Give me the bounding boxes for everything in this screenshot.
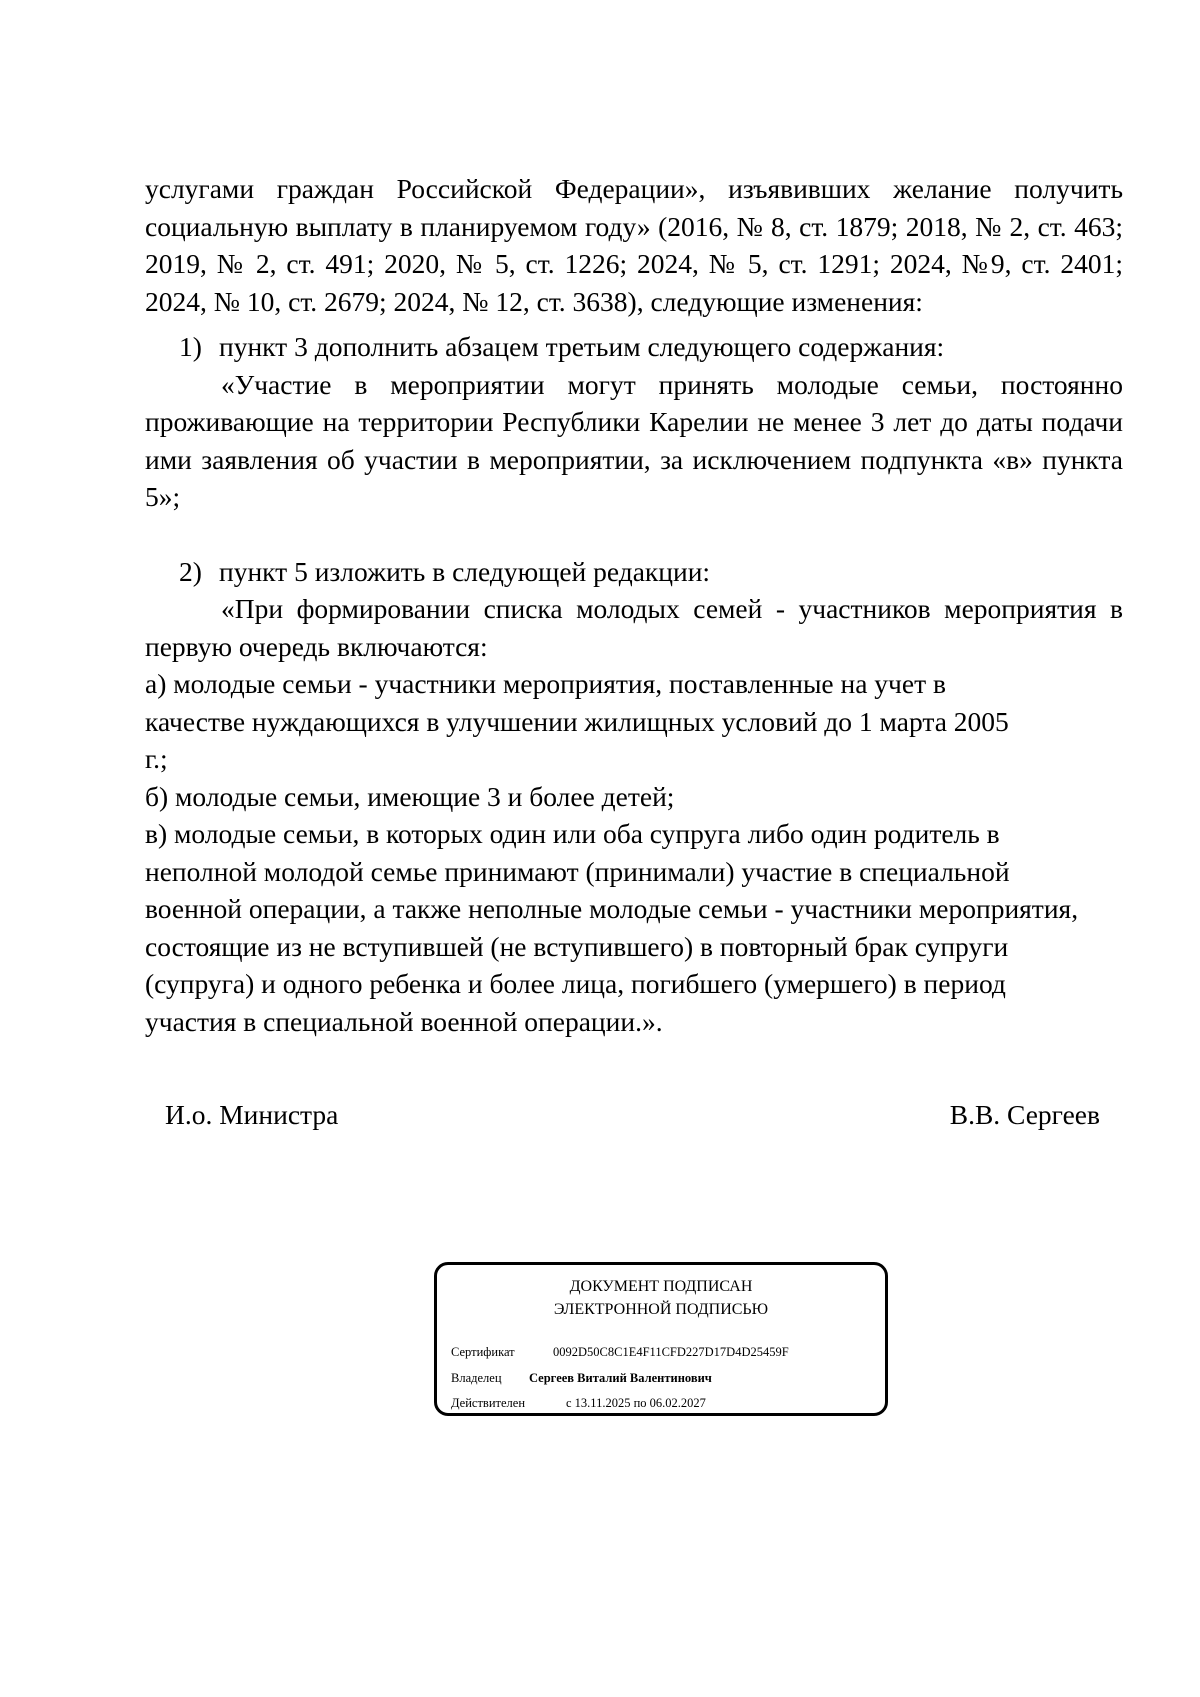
stamp-owner-label: Владелец	[451, 1371, 502, 1385]
item-1	[145, 328, 1123, 366]
stamp-title-line-2: ЭЛЕКТРОННОЙ ПОДПИСЬЮ	[553, 1301, 769, 1318]
signatory-position: И.о. Министра	[165, 1099, 339, 1130]
item-1-text: пункт 3 дополнить абзацем третьим следующего содержания:	[219, 331, 945, 362]
signatory-name: В.В. Сергеев	[949, 1099, 1100, 1130]
item-2-number: 2)	[179, 555, 202, 587]
item-1-number: 1)	[179, 331, 202, 362]
subitem-a: а) молодые семьи - участники мероприятия, поставленные на учет в качестве нуждающихся в улучшении жилищных условий до 1 марта 2005 г.;	[145, 668, 1009, 774]
item-2-text: пункт 5 изложить в следующей редакции:	[219, 555, 711, 587]
stamp-certificate-row	[451, 1345, 789, 1360]
electronic-signature-stamp	[434, 1262, 888, 1416]
intro-paragraph: услугами граждан Российской Федерации», изъявивших желание получить социальную выплату в планируемом году» (2016, № 8, ст. 1879; 2018, № 2, ст. 463; 2019, № 2, ст. 491; 2020, № 5, ст. 1226; 2024, № 5, ст. 1291; 2024, №9, ст. 2401; 2024, № 10, ст. 2679; 2024, № 12, ст. 3638), следующие изменения:	[145, 173, 1123, 317]
stamp-title	[437, 1275, 885, 1321]
stamp-validity-label: Действителен	[451, 1396, 526, 1410]
stamp-certificate-value: 0092D50C8C1E4F11CFD227D17D4D25459F	[553, 1345, 789, 1359]
stamp-owner-value: Сергеев Виталий Валентинович	[529, 1371, 712, 1385]
stamp-certificate-label: Сертификат	[451, 1345, 515, 1359]
subitem-c: в) молодые семьи, в которых один или оба супруга либо один родитель в неполной молодой семье принимают (принимали) участие в специальной военной операции, а также неполные молодые семьи - участники мероприятия, состоящие из не вступившей (не вступившего) в повторный брак супруги (супруга) и одного ребенка и более лица, погибшего (умершего) в период участия в специальной военной операции.».	[145, 818, 1079, 1037]
item-1-quote: «Участие в мероприятии могут принять молодые семьи, постоянно проживающие на территории Республики Карелии не менее 3 лет до даты подачи ими заявления об участии в мероприятии, за исключением подпункта «в» пункта 5»;	[145, 368, 1123, 512]
stamp-owner-row	[451, 1371, 712, 1386]
stamp-title-line-1: ДОКУМЕНТ ПОДПИСАН	[569, 1278, 753, 1295]
stamp-validity-row	[451, 1396, 706, 1411]
stamp-validity-value: с 13.11.2025 по 06.02.2027	[566, 1396, 706, 1410]
item-2-quote: «При формировании списка молодых семей - участников мероприятия в первую очередь включаются:	[145, 593, 1123, 662]
document-body	[145, 170, 1123, 1040]
subitem-b: б) молодые семьи, имеющие 3 и более детей;	[145, 780, 675, 812]
item-2	[145, 553, 1123, 591]
